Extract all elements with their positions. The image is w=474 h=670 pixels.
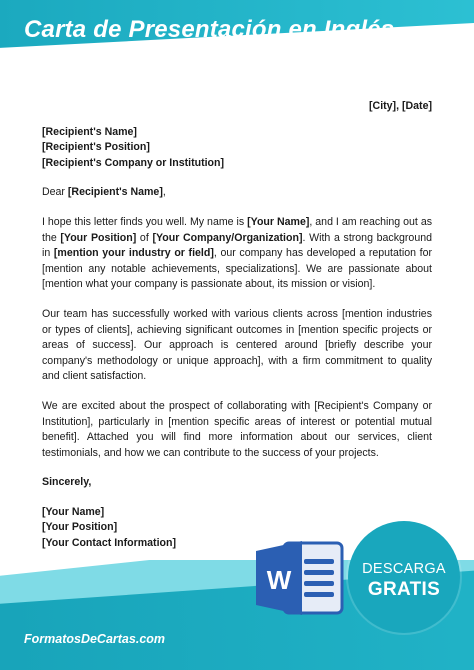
p1-text-5: , our company has developed a reputation for [mention any notable achievements, specializations]. We are passionate about [mention what your company is passionate about, its mission or vision]. xyxy=(42,247,432,291)
paragraph-team: Our team has successfully worked with various clients across [mention industries or types of clients], achieving significant outcomes in [mention specific projects or areas of success]. Our approach is centered around [briefly describe your company's methodology or unique approach], with a firm commitment to quality and client satisfaction. xyxy=(42,307,432,383)
svg-text:W: W xyxy=(266,565,292,595)
recipient-company: [Recipient's Company or Institution] xyxy=(42,156,225,169)
badge-line-2: GRATIS xyxy=(367,579,441,600)
p1-your-name: [Your Name] xyxy=(247,215,310,228)
recipient-block xyxy=(42,125,432,172)
p1-industry: [mention your industry or field] xyxy=(53,247,214,260)
header-banner xyxy=(0,0,474,68)
p1-text-3: of xyxy=(136,231,153,244)
greeting-name: [Recipient's Name] xyxy=(67,186,163,199)
site-name[interactable]: FormatosDeCartas.com xyxy=(24,632,166,646)
recipient-name: [Recipient's Name] xyxy=(42,125,137,138)
paragraph-intro xyxy=(42,215,432,293)
page-title: Carta de Presentación en Inglés xyxy=(24,16,395,43)
p1-your-company: [Your Company/Organization] xyxy=(152,231,303,244)
letter-date: [City], [Date] xyxy=(369,100,432,112)
greeting-suffix: , xyxy=(162,186,166,199)
greeting xyxy=(42,185,432,201)
p1-your-position: [Your Position] xyxy=(60,231,137,244)
paragraph-collaboration: We are excited about the prospect of collaborating with [Recipient's Company or Institution], particularly in [mention specific areas of interest or potential mutual benefit]. Attached you will find more information about our services, client testimonials, and how we can contribute to the success of your projects. xyxy=(42,399,432,459)
download-badge[interactable] xyxy=(348,521,460,633)
greeting-prefix: Dear xyxy=(42,186,68,199)
letter-body xyxy=(42,99,432,552)
p1-text-1: I hope this letter finds you well. My name is xyxy=(42,215,248,228)
closing: Sincerely, xyxy=(42,476,92,489)
p1-text-4: . With a strong background in xyxy=(42,231,432,260)
sender-contact: [Your Contact Information] xyxy=(42,537,176,550)
sender-position: [Your Position] xyxy=(42,521,118,534)
badge-line-1: DESCARGA xyxy=(362,561,446,577)
microsoft-word-icon[interactable] xyxy=(254,537,346,619)
p1-text-2: , and I am reaching out as the xyxy=(42,215,433,244)
recipient-position: [Recipient's Position] xyxy=(42,141,150,154)
sender-name: [Your Name] xyxy=(42,505,105,518)
